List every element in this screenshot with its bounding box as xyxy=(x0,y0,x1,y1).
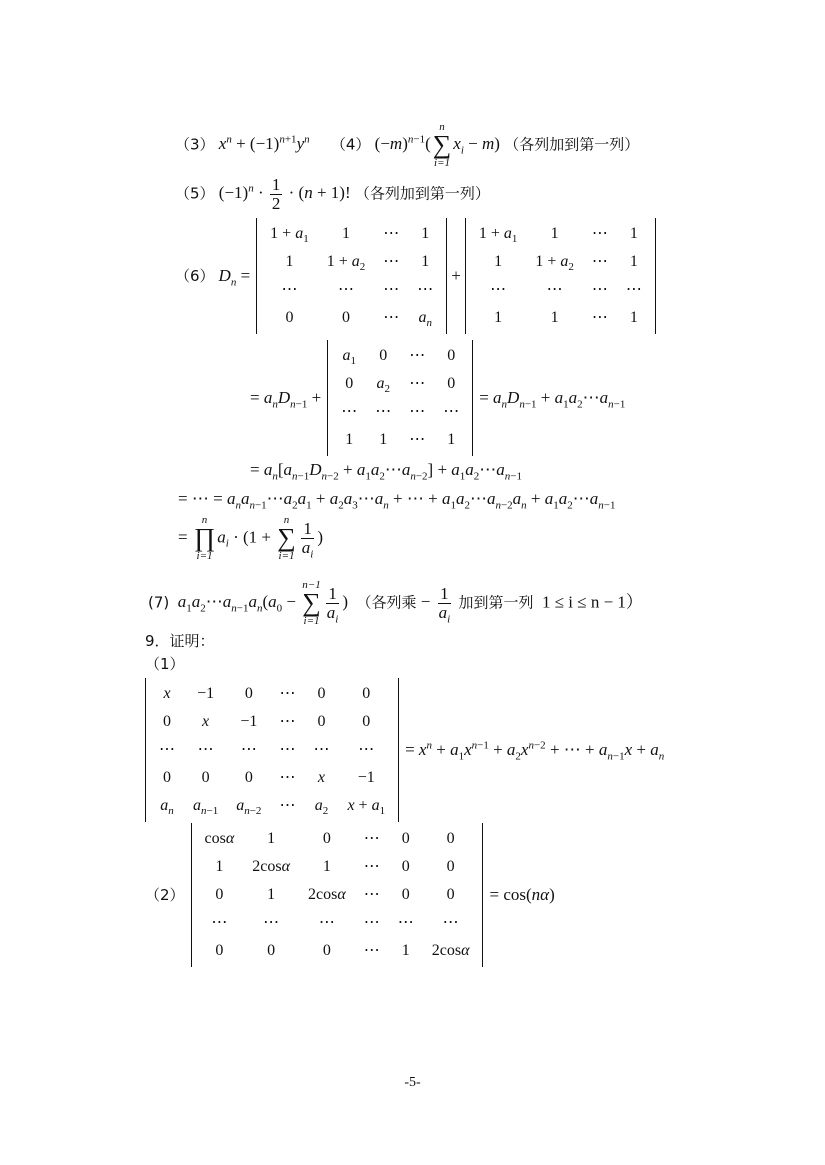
item-6-line-5: = n ∏ i=1 $a_i \cdot (1$ + n ∑ i=1 $\frac{1}{a_i}$ ) xyxy=(178,514,324,562)
item-7-condition: 1 ≤ i ≤ n − 1） xyxy=(541,592,643,612)
item-7-note-pre: （各列乘 xyxy=(356,593,417,612)
proof-2-line: （2） cosα 1 0 ⋯ 0 0 1 2cosα 1 ⋯ 0 0 0 1 2cosα ⋯ 0 0 ⋯ ⋯ ⋯ ⋯ ⋯ ⋯ 0 0 0 ⋯ 1 2cosα = cos(nα) xyxy=(145,823,555,967)
item-5-formula: $(-1)^n$ · $\frac{1}{2}$ · (n + 1)! xyxy=(218,175,351,213)
determinant-9-2: cosα 1 0 ⋯ 0 0 1 2cosα 1 ⋯ 0 0 0 1 2cosα ⋯ 0 0 ⋯ ⋯ ⋯ ⋯ ⋯ ⋯ 0 0 0 ⋯ 1 2cosα xyxy=(191,823,484,967)
item-7-label: (7) xyxy=(148,593,170,612)
item-3-4-line xyxy=(175,122,639,169)
item-5-note: （各列加到第一列） xyxy=(354,184,490,203)
determinant-6b: $1 + a_1$ 1 ⋯ 1 1 $1 + a_2$ ⋯ 1 ⋯ ⋯ ⋯ ⋯ 1 1 ⋯ 1 xyxy=(465,218,656,334)
item-7-formula: $a_1a_2\cdots a_{n-1}a_n(a_0$ − n−1 ∑ i=1 $\frac{1}{a_i}$ ) xyxy=(177,579,349,627)
item-7-line: (7) $a_1a_2\cdots a_{n-1}a_n(a_0$ − n−1 ∑ i=1 $\frac{1}{a_i}$ ) （各列乘 − $\frac{1}{a_i}$ 加到第一列 1 ≤ i ≤ n − 1） xyxy=(148,579,643,627)
proof-2-label: （2） xyxy=(145,886,185,904)
proof-1-line: x −1 0 ⋯ 0 0 0 x −1 ⋯ 0 0 ⋯ ⋯ ⋯ ⋯ ⋯ ⋯ 0 0 0 ⋯ x −1 $a_n$ $a_{n-1}$ $a_{n-2}$ ⋯ $a_2$ $x + a_1$ = $x^n + a_1x^{n-1} + a_2x^{n-2}$ + ⋯ + $a_{n-1}x + a_n$ xyxy=(145,678,664,822)
section-9-title: 9．证明： xyxy=(145,632,215,650)
page-number: -5- xyxy=(404,1075,421,1090)
determinant-6c: $a_1$ 0 ⋯ 0 0 $a_2$ ⋯ 0 ⋯ ⋯ ⋯ ⋯ 1 1 ⋯ 1 xyxy=(327,340,473,456)
item-3-formula: $x^n + (-1)^{n+1}y^n$ xyxy=(218,133,310,154)
item-6-line-2: = $a_nD_{n-1}$ + $a_1$ 0 ⋯ 0 0 $a_2$ ⋯ 0 ⋯ ⋯ ⋯ ⋯ 1 1 ⋯ 1 = $a_nD_{n-1}$ + $a_1a_2\cdots a_{n-1}$ xyxy=(250,340,625,456)
item-6-line-4: = ⋯ = $a_na_{n-1}\cdots a_2a_1$ + $a_2a_3\cdots a_n$ + ⋯ + $a_1a_2\cdots a_{n-2}a_n$ + $a_1a_2\cdots a_{n-1}$ xyxy=(178,489,616,512)
proof-1-label: （1） xyxy=(145,655,185,673)
item-3-label: （3） xyxy=(175,135,215,154)
item-5-line xyxy=(175,176,490,213)
determinant-6a: $1 + a_1$ 1 ⋯ 1 1 $1 + a_2$ ⋯ 1 ⋯ ⋯ ⋯ ⋯ 0 0 ⋯ $a_n$ xyxy=(256,218,447,334)
item-7-note-post: 加到第一列 xyxy=(458,593,534,612)
item-4-formula: $(-m)^{n-1}$( n ∑ i=1 $x_i - m$) xyxy=(374,121,500,169)
item-6-line-3: = $a_n[a_{n-1}D_{n-2}$ + $a_1a_2\cdots a_{n-2}$] + $a_1a_2\cdots a_{n-1}$ xyxy=(250,460,523,483)
item-6-label: （6） xyxy=(175,267,215,285)
item-6-line-1: （6） $D_n$ = $1 + a_1$ 1 ⋯ 1 1 $1 + a_2$ ⋯ 1 ⋯ ⋯ ⋯ ⋯ 0 0 ⋯ $a_n$ + $1 + a_1$ 1 ⋯ 1 1 $1 + a_2$ ⋯ 1 ⋯ ⋯ ⋯ ⋯ 1 1 ⋯ 1 xyxy=(175,218,656,334)
item-4-note: （各列加到第一列） xyxy=(504,135,640,154)
determinant-9-1: x −1 0 ⋯ 0 0 0 x −1 ⋯ 0 0 ⋯ ⋯ ⋯ ⋯ ⋯ ⋯ 0 0 0 ⋯ x −1 $a_n$ $a_{n-1}$ $a_{n-2}$ ⋯ $a_2$ $x + a_1$ xyxy=(145,678,399,822)
item-5-label: （5） xyxy=(175,184,215,203)
item-4-label: （4） xyxy=(330,135,371,154)
